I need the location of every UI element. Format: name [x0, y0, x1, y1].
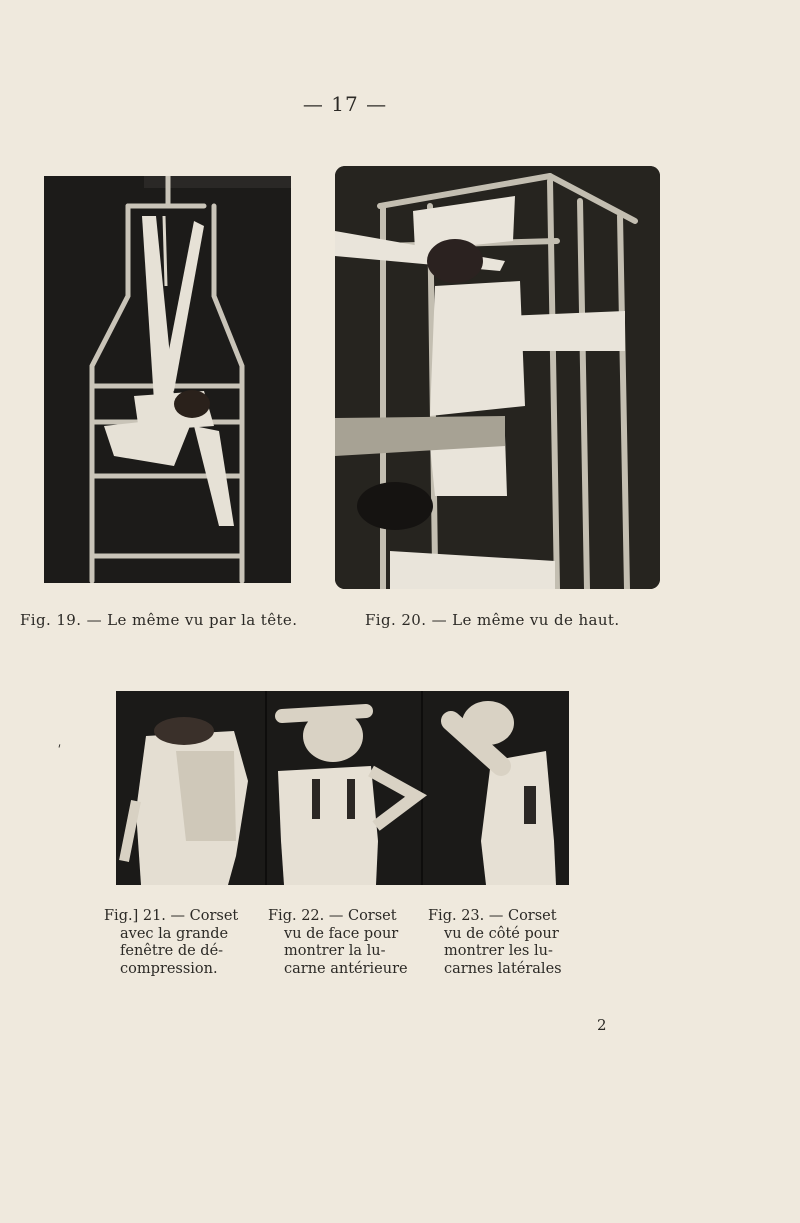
figure-21-caption	[104, 908, 254, 978]
figure-22-caption	[268, 908, 416, 978]
stray-mark: '	[55, 741, 63, 757]
sheet-signature-mark: 2	[597, 1016, 607, 1034]
figure-19-caption: Fig. 19. — Le même vu par la tête.	[20, 611, 298, 629]
caption-line: montrer les lu-	[444, 943, 553, 959]
figure-20-photo	[335, 166, 660, 589]
caption-line: carne antérieure	[284, 960, 408, 977]
caption-line: vu de côté pour	[444, 925, 559, 942]
caption-line: fenêtre de dé-	[120, 943, 224, 959]
caption-line: vu de face pour	[284, 925, 399, 942]
caption-line: carnes latérales	[444, 960, 562, 977]
caption-line: montrer la lu-	[284, 943, 386, 959]
figure-20-caption: Fig. 20. — Le même vu de haut.	[365, 611, 620, 629]
page-number: — 17 —	[302, 92, 388, 116]
caption-line: avec la grande	[120, 925, 229, 942]
figure-19-photo	[44, 176, 291, 583]
caption-line: Fig. 23. — Corset	[428, 908, 557, 924]
figures-21-23-photo-strip	[116, 691, 569, 885]
caption-line: Fig.] 21. — Corset	[104, 908, 239, 924]
figure-23-caption	[428, 908, 578, 978]
caption-line: Fig. 22. — Corset	[268, 908, 397, 924]
caption-line: compression.	[120, 960, 218, 977]
